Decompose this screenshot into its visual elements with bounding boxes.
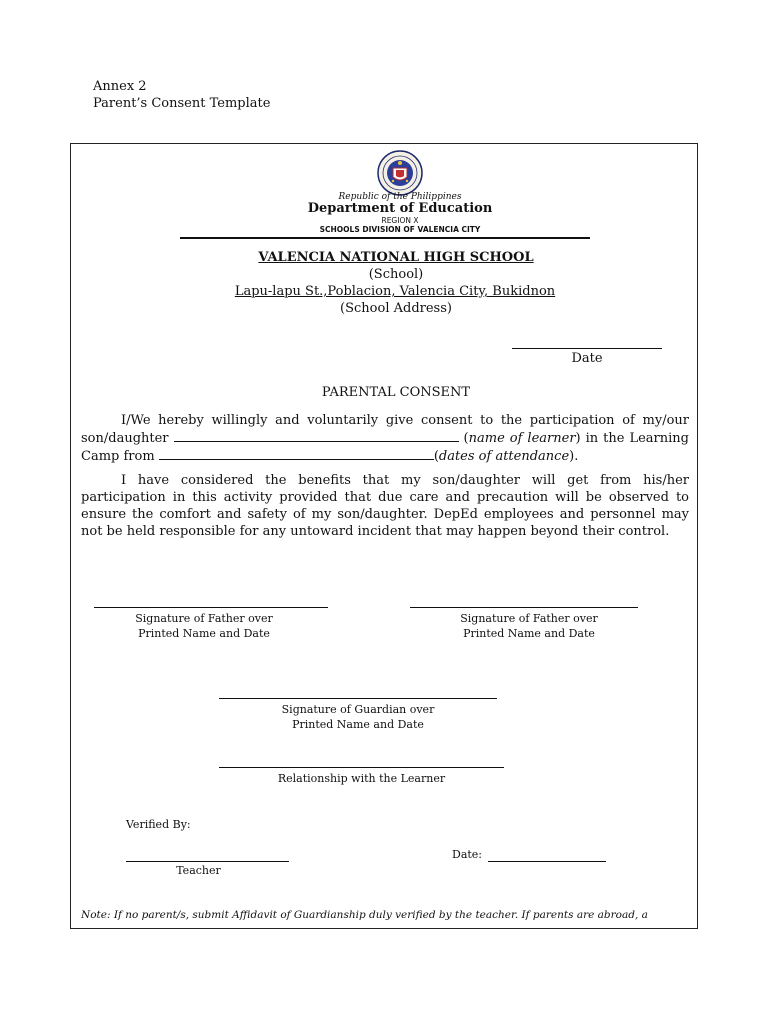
father-signature-caption-right: [420, 611, 638, 641]
verified-by-label: Verified By:: [126, 818, 191, 831]
attendance-dates-hint: dates of attendance: [438, 449, 570, 464]
letterhead-divider: [180, 237, 590, 239]
letterhead-republic: Republic of the Philippines: [338, 192, 462, 202]
attendance-dates-field[interactable]: [159, 447, 434, 460]
annex-header: [93, 78, 270, 112]
letterhead-division: SCHOOLS DIVISION OF VALENCIA CITY: [319, 225, 481, 234]
guardian-signature-line2: Printed Name and Date: [292, 718, 424, 731]
date-label: Date: [571, 351, 603, 366]
father-signature-right-line1: Signature of Father over: [460, 612, 598, 625]
father-signature-left-line1: Signature of Father over: [135, 612, 273, 625]
verification-date-line[interactable]: [488, 861, 606, 862]
relationship-caption: Relationship with the Learner: [277, 772, 446, 785]
relationship-line[interactable]: [219, 767, 504, 768]
benefits-text: I have considered the benefits that my son/daughter will get from his/her participation in this activity provided that due care and precaution will be observed to ensure the comfort and safety of my son/daughter. DepEd employees and personnel may not be held responsible for any untoward incident that may happen beyond their control.: [81, 473, 689, 539]
verification-date-label: Date:: [452, 848, 483, 861]
guardian-signature-line1: Signature of Guardian over: [281, 703, 435, 716]
annex-number: Annex 2: [93, 79, 147, 94]
guardian-signature-caption: [219, 702, 497, 732]
benefits-paragraph: [81, 472, 689, 540]
letterhead-department: Department of Education: [307, 201, 493, 216]
father-signature-line-left[interactable]: [94, 607, 328, 608]
consent-text-part2: in the Learning Camp from: [81, 431, 689, 464]
teacher-signature-line[interactable]: [126, 861, 289, 862]
school-address-caption: (School Address): [340, 301, 452, 316]
date-line[interactable]: [512, 348, 662, 349]
teacher-label: Teacher: [176, 864, 221, 877]
learner-name-hint: name of learner: [468, 431, 576, 446]
consent-text-part1: I/We hereby willingly and voluntarily give consent to the participation of my/our son/daughter: [81, 413, 689, 446]
father-signature-line-right[interactable]: [410, 607, 638, 608]
deped-seal-icon: [377, 150, 423, 196]
footnote: Note: If no parent/s, submit Affidavit of Guardianship duly verified by the teacher. If parents are abroad, a: [81, 909, 648, 921]
school-caption: (School): [368, 267, 424, 282]
father-signature-left-line2: Printed Name and Date: [138, 627, 270, 640]
father-signature-right-line2: Printed Name and Date: [463, 627, 595, 640]
guardian-signature-line[interactable]: [219, 698, 497, 699]
form-title: PARENTAL CONSENT: [321, 385, 471, 400]
school-address: Lapu-lapu St.,Poblacion, Valencia City, Bukidnon: [234, 284, 556, 299]
learner-name-field[interactable]: [174, 429, 459, 442]
letterhead-region: REGION X: [381, 216, 419, 225]
school-name: VALENCIA NATIONAL HIGH SCHOOL: [258, 250, 534, 265]
consent-paragraph: I/We hereby willingly and voluntarily give consent to the participation of my/our son/daughter (name of learner) in the Learning Camp from (dates of attendance).: [81, 413, 689, 464]
annex-title: Parent’s Consent Template: [93, 96, 271, 111]
father-signature-caption-left: [94, 611, 314, 641]
